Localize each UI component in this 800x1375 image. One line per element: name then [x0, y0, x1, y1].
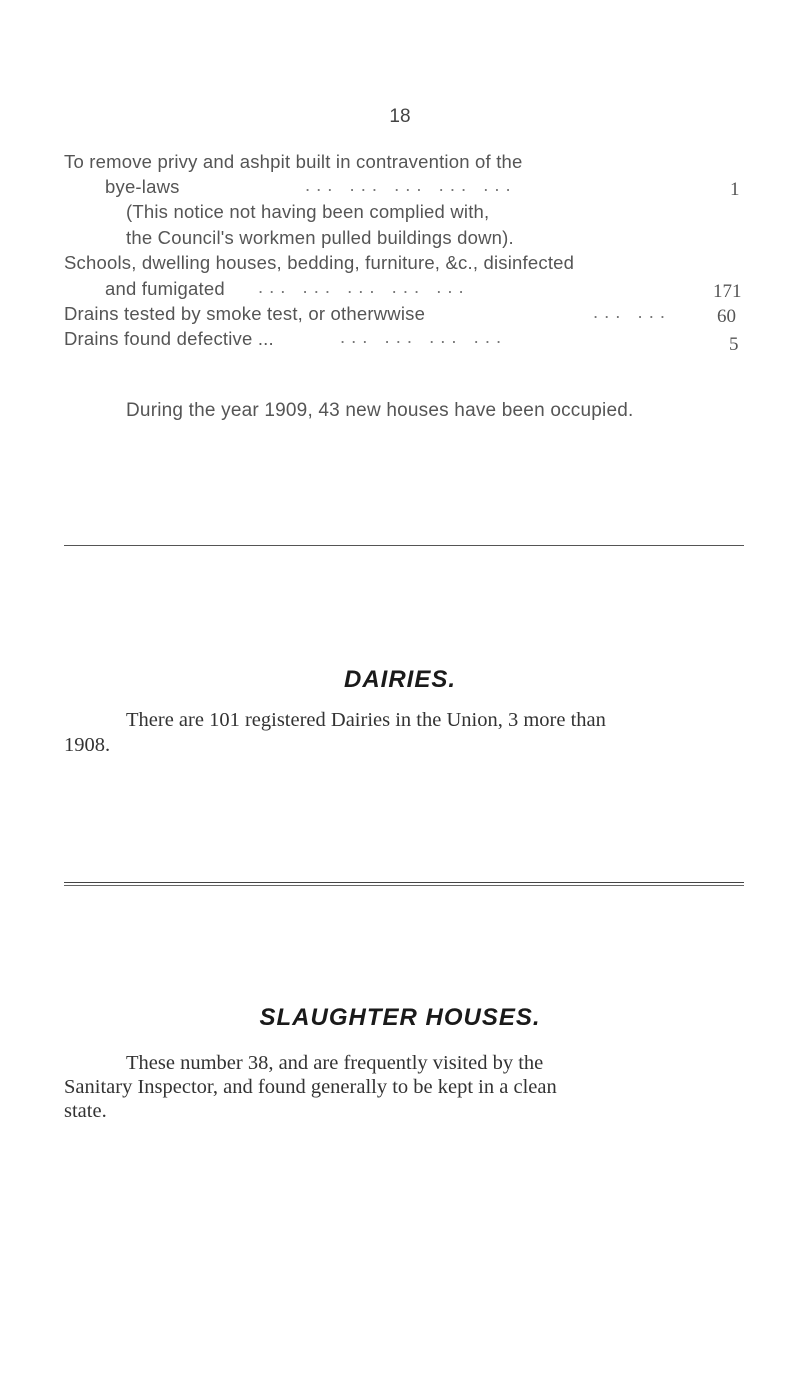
dairies-heading: DAIRIES.	[343, 666, 456, 693]
notice-row-drains-defective: Drains found defective ...	[64, 328, 274, 349]
notice-row-drains-tested: Drains tested by smoke test, or otherwwise	[64, 303, 426, 324]
notice-row-privy-value: 1	[730, 179, 740, 200]
leader-dots: ... ... ... ... ...	[305, 174, 517, 195]
notice-row-drains-defective-value: 5	[729, 334, 739, 355]
slaughter-houses-text-line1: These number 38, and are frequently visited by the	[126, 1052, 544, 1074]
dairies-text-line1: There are 101 registered Dairies in the Union, 3 more than	[126, 709, 606, 731]
notice-note-line1: (This notice not having been complied with,	[126, 201, 490, 222]
leader-dots: ... ...	[593, 301, 671, 322]
notice-row-privy-line1: To remove privy and ashpit built in contravention of the	[64, 151, 523, 172]
notice-row-disinfected-value: 171	[713, 281, 742, 302]
section-divider	[64, 545, 744, 546]
leader-dots: ... ... ... ...	[340, 326, 508, 347]
new-houses-statement: During the year 1909, 43 new houses have been occupied.	[126, 400, 634, 421]
notice-row-disinfected-line1: Schools, dwelling houses, bedding, furniture, &c., disinfected	[64, 252, 575, 273]
leader-dots: ... ... ... ... ...	[258, 276, 470, 297]
notice-row-privy-line2: bye-laws	[105, 176, 180, 197]
section-divider	[64, 882, 744, 886]
notice-row-drains-tested-value: 60	[717, 306, 736, 327]
slaughter-houses-heading: SLAUGHTER HOUSES.	[259, 1004, 541, 1031]
slaughter-houses-text-line2: Sanitary Inspector, and found generally to be kept in a clean	[64, 1076, 557, 1098]
page-number: 18	[389, 106, 411, 127]
notice-note-line2: the Council's workmen pulled buildings down).	[126, 227, 514, 248]
slaughter-houses-text-line3: state.	[64, 1100, 107, 1122]
notice-row-disinfected-line2: and fumigated	[105, 278, 225, 299]
dairies-text-line2: 1908.	[64, 734, 111, 756]
